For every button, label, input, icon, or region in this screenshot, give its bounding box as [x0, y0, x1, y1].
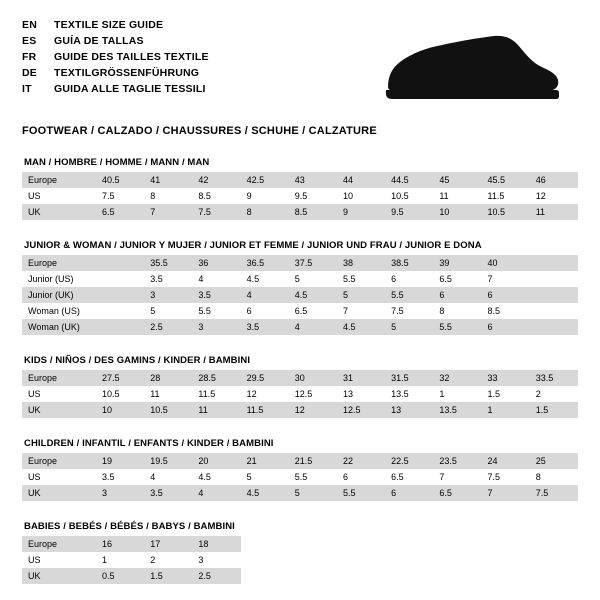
- cell: 11: [530, 204, 578, 220]
- language-row: [22, 18, 209, 32]
- table-row: [22, 485, 578, 501]
- cell: 0.5: [96, 568, 144, 584]
- cell: 43: [289, 172, 337, 188]
- cell: 28.5: [192, 370, 240, 386]
- cell: 41: [144, 172, 192, 188]
- row-label: Europe: [22, 255, 96, 271]
- cell: 5: [289, 271, 337, 287]
- cell: 30: [289, 370, 337, 386]
- cell: 24: [482, 453, 530, 469]
- cell: 46: [530, 172, 578, 188]
- table-row: [22, 287, 578, 303]
- cell: [96, 319, 144, 335]
- language-code: DE: [22, 67, 37, 79]
- cell: 4: [192, 485, 240, 501]
- language-row: [22, 66, 209, 80]
- cell: 42: [192, 172, 240, 188]
- cell: 11: [192, 402, 240, 418]
- cell: [530, 271, 578, 287]
- row-label: US: [22, 188, 96, 204]
- cell: 11: [144, 386, 192, 402]
- cell-empty: [337, 568, 385, 584]
- cell-empty: [530, 552, 578, 568]
- cell-empty: [241, 552, 289, 568]
- cell: 6: [241, 303, 289, 319]
- cell: 5: [337, 287, 385, 303]
- cell: [96, 255, 144, 271]
- size-group-junior-woman: [22, 240, 578, 335]
- cell: 8.5: [192, 188, 240, 204]
- row-label: Junior (UK): [22, 287, 96, 303]
- cell: 8: [144, 188, 192, 204]
- cell: 27.5: [96, 370, 144, 386]
- size-table-babies: [22, 536, 578, 584]
- cell: 1: [96, 552, 144, 568]
- group-title: MAN / HOMBRE / HOMME / MANN / MAN: [24, 157, 210, 168]
- cell: 6.5: [385, 469, 433, 485]
- cell: 31: [337, 370, 385, 386]
- cell: 2.5: [192, 568, 240, 584]
- cell: 21: [241, 453, 289, 469]
- size-table-junior-woman: [22, 255, 578, 335]
- table-row: [22, 172, 578, 188]
- row-label: Europe: [22, 453, 96, 469]
- cell: 35.5: [144, 255, 192, 271]
- cell-empty: [433, 568, 481, 584]
- cell: 1.5: [482, 386, 530, 402]
- cell: 20: [192, 453, 240, 469]
- cell: 9.5: [289, 188, 337, 204]
- language-title: GUÍA DE TALLAS: [54, 35, 144, 47]
- cell: 5: [385, 319, 433, 335]
- cell: 36.5: [241, 255, 289, 271]
- cell: 8: [530, 469, 578, 485]
- cell: 9: [241, 188, 289, 204]
- language-row: [22, 34, 209, 48]
- table-row: [22, 319, 578, 335]
- cell: 10.5: [144, 402, 192, 418]
- cell: 5.5: [289, 469, 337, 485]
- table-row: [22, 402, 578, 418]
- cell: 13.5: [433, 402, 481, 418]
- cell: 4: [192, 271, 240, 287]
- table-row: [22, 188, 578, 204]
- cell: 13.5: [385, 386, 433, 402]
- cell: 6: [482, 319, 530, 335]
- cell: 38.5: [385, 255, 433, 271]
- cell-empty: [385, 568, 433, 584]
- size-table-man: [22, 172, 578, 220]
- cell: 23.5: [433, 453, 481, 469]
- cell: 37.5: [289, 255, 337, 271]
- cell: 5.5: [385, 287, 433, 303]
- cell: 4.5: [192, 469, 240, 485]
- cell: 1: [433, 386, 481, 402]
- cell: 7.5: [96, 188, 144, 204]
- cell: 11.5: [241, 402, 289, 418]
- row-label: UK: [22, 568, 96, 584]
- cell: 11.5: [192, 386, 240, 402]
- cell: 11: [433, 188, 481, 204]
- cell: 5.5: [192, 303, 240, 319]
- cell: 39: [433, 255, 481, 271]
- cell-empty: [385, 552, 433, 568]
- group-title: JUNIOR & WOMAN / JUNIOR Y MUJER / JUNIOR ET FEMME / JUNIOR UND FRAU / JUNIOR E DONA: [24, 240, 482, 251]
- cell: 7.5: [385, 303, 433, 319]
- cell: 10: [96, 402, 144, 418]
- table-row: [22, 469, 578, 485]
- cell: 7: [433, 469, 481, 485]
- cell: 4: [144, 469, 192, 485]
- group-title: BABIES / BEBÉS / BÉBÉS / BABYS / BAMBINI: [24, 521, 235, 532]
- cell: 11.5: [482, 188, 530, 204]
- cell: 10: [337, 188, 385, 204]
- cell: 36: [192, 255, 240, 271]
- language-code: ES: [22, 35, 37, 47]
- cell: 3: [192, 319, 240, 335]
- cell: [96, 303, 144, 319]
- cell: 5: [241, 469, 289, 485]
- cell: 3: [192, 552, 240, 568]
- page-header: [22, 18, 578, 109]
- cell-empty: [482, 552, 530, 568]
- cell-empty: [337, 552, 385, 568]
- cell: 22: [337, 453, 385, 469]
- cell: 12.5: [289, 386, 337, 402]
- cell: 6.5: [289, 303, 337, 319]
- cell: 29.5: [241, 370, 289, 386]
- table-row: [22, 386, 578, 402]
- row-label: Junior (US): [22, 271, 96, 287]
- cell: 13: [385, 402, 433, 418]
- language-row: [22, 82, 209, 96]
- cell: 7: [144, 204, 192, 220]
- cell: 5.5: [337, 271, 385, 287]
- cell: 3.5: [96, 469, 144, 485]
- cell-empty: [289, 552, 337, 568]
- table-row: [22, 552, 578, 568]
- row-label: Woman (US): [22, 303, 96, 319]
- cell: 5: [144, 303, 192, 319]
- cell: 28: [144, 370, 192, 386]
- language-code: EN: [22, 19, 37, 31]
- table-row: [22, 204, 578, 220]
- table-row: [22, 255, 578, 271]
- language-title: GUIDE DES TAILLES TEXTILE: [54, 51, 209, 63]
- cell: 9.5: [385, 204, 433, 220]
- row-label: Europe: [22, 536, 96, 552]
- cell: 6: [482, 287, 530, 303]
- cell-empty: [289, 536, 337, 552]
- cell: 6.5: [433, 271, 481, 287]
- row-label: UK: [22, 485, 96, 501]
- cell: 7.5: [192, 204, 240, 220]
- cell: 32: [433, 370, 481, 386]
- cell: [530, 303, 578, 319]
- row-label: US: [22, 469, 96, 485]
- cell: 44.5: [385, 172, 433, 188]
- cell: 7: [337, 303, 385, 319]
- cell: 12: [530, 188, 578, 204]
- cell: 3.5: [241, 319, 289, 335]
- language-row: [22, 50, 209, 64]
- cell: 4: [289, 319, 337, 335]
- cell: 3.5: [144, 271, 192, 287]
- cell: 1.5: [144, 568, 192, 584]
- cell: 7: [482, 485, 530, 501]
- cell: 3: [96, 485, 144, 501]
- cell: 33: [482, 370, 530, 386]
- cell: 7.5: [482, 469, 530, 485]
- cell: 8: [433, 303, 481, 319]
- cell: 8.5: [482, 303, 530, 319]
- footwear-section-title: FOOTWEAR / CALZADO / CHAUSSURES / SCHUHE / CALZATURE: [22, 125, 377, 137]
- cell: 2.5: [144, 319, 192, 335]
- cell: 3.5: [144, 485, 192, 501]
- cell: 19.5: [144, 453, 192, 469]
- cell: 8.5: [289, 204, 337, 220]
- cell: 6: [337, 469, 385, 485]
- size-group-kids: [22, 355, 578, 418]
- cell: 45: [433, 172, 481, 188]
- row-label: Europe: [22, 370, 96, 386]
- cell: 10.5: [482, 204, 530, 220]
- cell: 2: [530, 386, 578, 402]
- cell: 4.5: [241, 271, 289, 287]
- cell-empty: [385, 536, 433, 552]
- row-label: Europe: [22, 172, 96, 188]
- table-row: [22, 453, 578, 469]
- cell: 10.5: [385, 188, 433, 204]
- row-label: US: [22, 386, 96, 402]
- cell-empty: [482, 536, 530, 552]
- size-group-man: [22, 157, 578, 220]
- cell: 40: [482, 255, 530, 271]
- language-title: TEXTILE SIZE GUIDE: [54, 19, 164, 31]
- size-table-children: [22, 453, 578, 501]
- cell: 45.5: [482, 172, 530, 188]
- cell: 4.5: [337, 319, 385, 335]
- cell-empty: [482, 568, 530, 584]
- size-table-kids: [22, 370, 578, 418]
- row-label: Woman (UK): [22, 319, 96, 335]
- cell: 33.5: [530, 370, 578, 386]
- cell: 12.5: [337, 402, 385, 418]
- cell: [530, 319, 578, 335]
- cell: 3: [144, 287, 192, 303]
- cell: 9: [337, 204, 385, 220]
- language-code: IT: [22, 83, 32, 95]
- language-title-list: [22, 18, 209, 96]
- language-title: GUIDA ALLE TAGLIE TESSILI: [54, 83, 206, 95]
- cell-empty: [289, 568, 337, 584]
- row-label: UK: [22, 204, 96, 220]
- cell: [96, 271, 144, 287]
- cell: 5: [289, 485, 337, 501]
- cell: 12: [289, 402, 337, 418]
- row-label: US: [22, 552, 96, 568]
- cell: 6: [385, 271, 433, 287]
- cell: 18: [192, 536, 240, 552]
- table-row: [22, 370, 578, 386]
- cell: 6.5: [96, 204, 144, 220]
- group-title: CHILDREN / INFANTIL / ENFANTS / KINDER / BAMBINI: [24, 438, 274, 449]
- cell-empty: [241, 536, 289, 552]
- cell: 12: [241, 386, 289, 402]
- dress-shoe-icon: [382, 32, 560, 109]
- table-row: [22, 303, 578, 319]
- table-row: [22, 536, 578, 552]
- cell: 4.5: [289, 287, 337, 303]
- cell-empty: [241, 568, 289, 584]
- cell: 38: [337, 255, 385, 271]
- cell: 6.5: [433, 485, 481, 501]
- cell: 3.5: [192, 287, 240, 303]
- cell-empty: [530, 536, 578, 552]
- cell: [96, 287, 144, 303]
- table-row: [22, 568, 578, 584]
- language-title: TEXTILGRÖSSENFÜHRUNG: [54, 67, 200, 79]
- cell: 44: [337, 172, 385, 188]
- cell: 8: [241, 204, 289, 220]
- cell: 42.5: [241, 172, 289, 188]
- cell: 25: [530, 453, 578, 469]
- cell: 1.5: [530, 402, 578, 418]
- cell: [530, 287, 578, 303]
- cell: 5.5: [433, 319, 481, 335]
- cell: 4: [241, 287, 289, 303]
- cell: 6: [433, 287, 481, 303]
- cell: 40.5: [96, 172, 144, 188]
- cell: 13: [337, 386, 385, 402]
- cell: 7: [482, 271, 530, 287]
- table-row: [22, 271, 578, 287]
- cell: 22.5: [385, 453, 433, 469]
- cell-empty: [433, 536, 481, 552]
- cell: 7.5: [530, 485, 578, 501]
- cell: 2: [144, 552, 192, 568]
- language-code: FR: [22, 51, 37, 63]
- cell-empty: [530, 568, 578, 584]
- cell: 19: [96, 453, 144, 469]
- cell: 17: [144, 536, 192, 552]
- cell: 4.5: [241, 485, 289, 501]
- cell: 10.5: [96, 386, 144, 402]
- size-group-babies: [22, 521, 578, 584]
- cell: 1: [482, 402, 530, 418]
- cell: 21.5: [289, 453, 337, 469]
- row-label: UK: [22, 402, 96, 418]
- cell: 31.5: [385, 370, 433, 386]
- cell: 6: [385, 485, 433, 501]
- group-title: KIDS / NIÑOS / DES GAMINS / KINDER / BAMBINI: [24, 355, 251, 366]
- cell: 16: [96, 536, 144, 552]
- size-group-children: [22, 438, 578, 501]
- cell-empty: [337, 536, 385, 552]
- cell: 5.5: [337, 485, 385, 501]
- cell-empty: [433, 552, 481, 568]
- cell: 10: [433, 204, 481, 220]
- cell: [530, 255, 578, 271]
